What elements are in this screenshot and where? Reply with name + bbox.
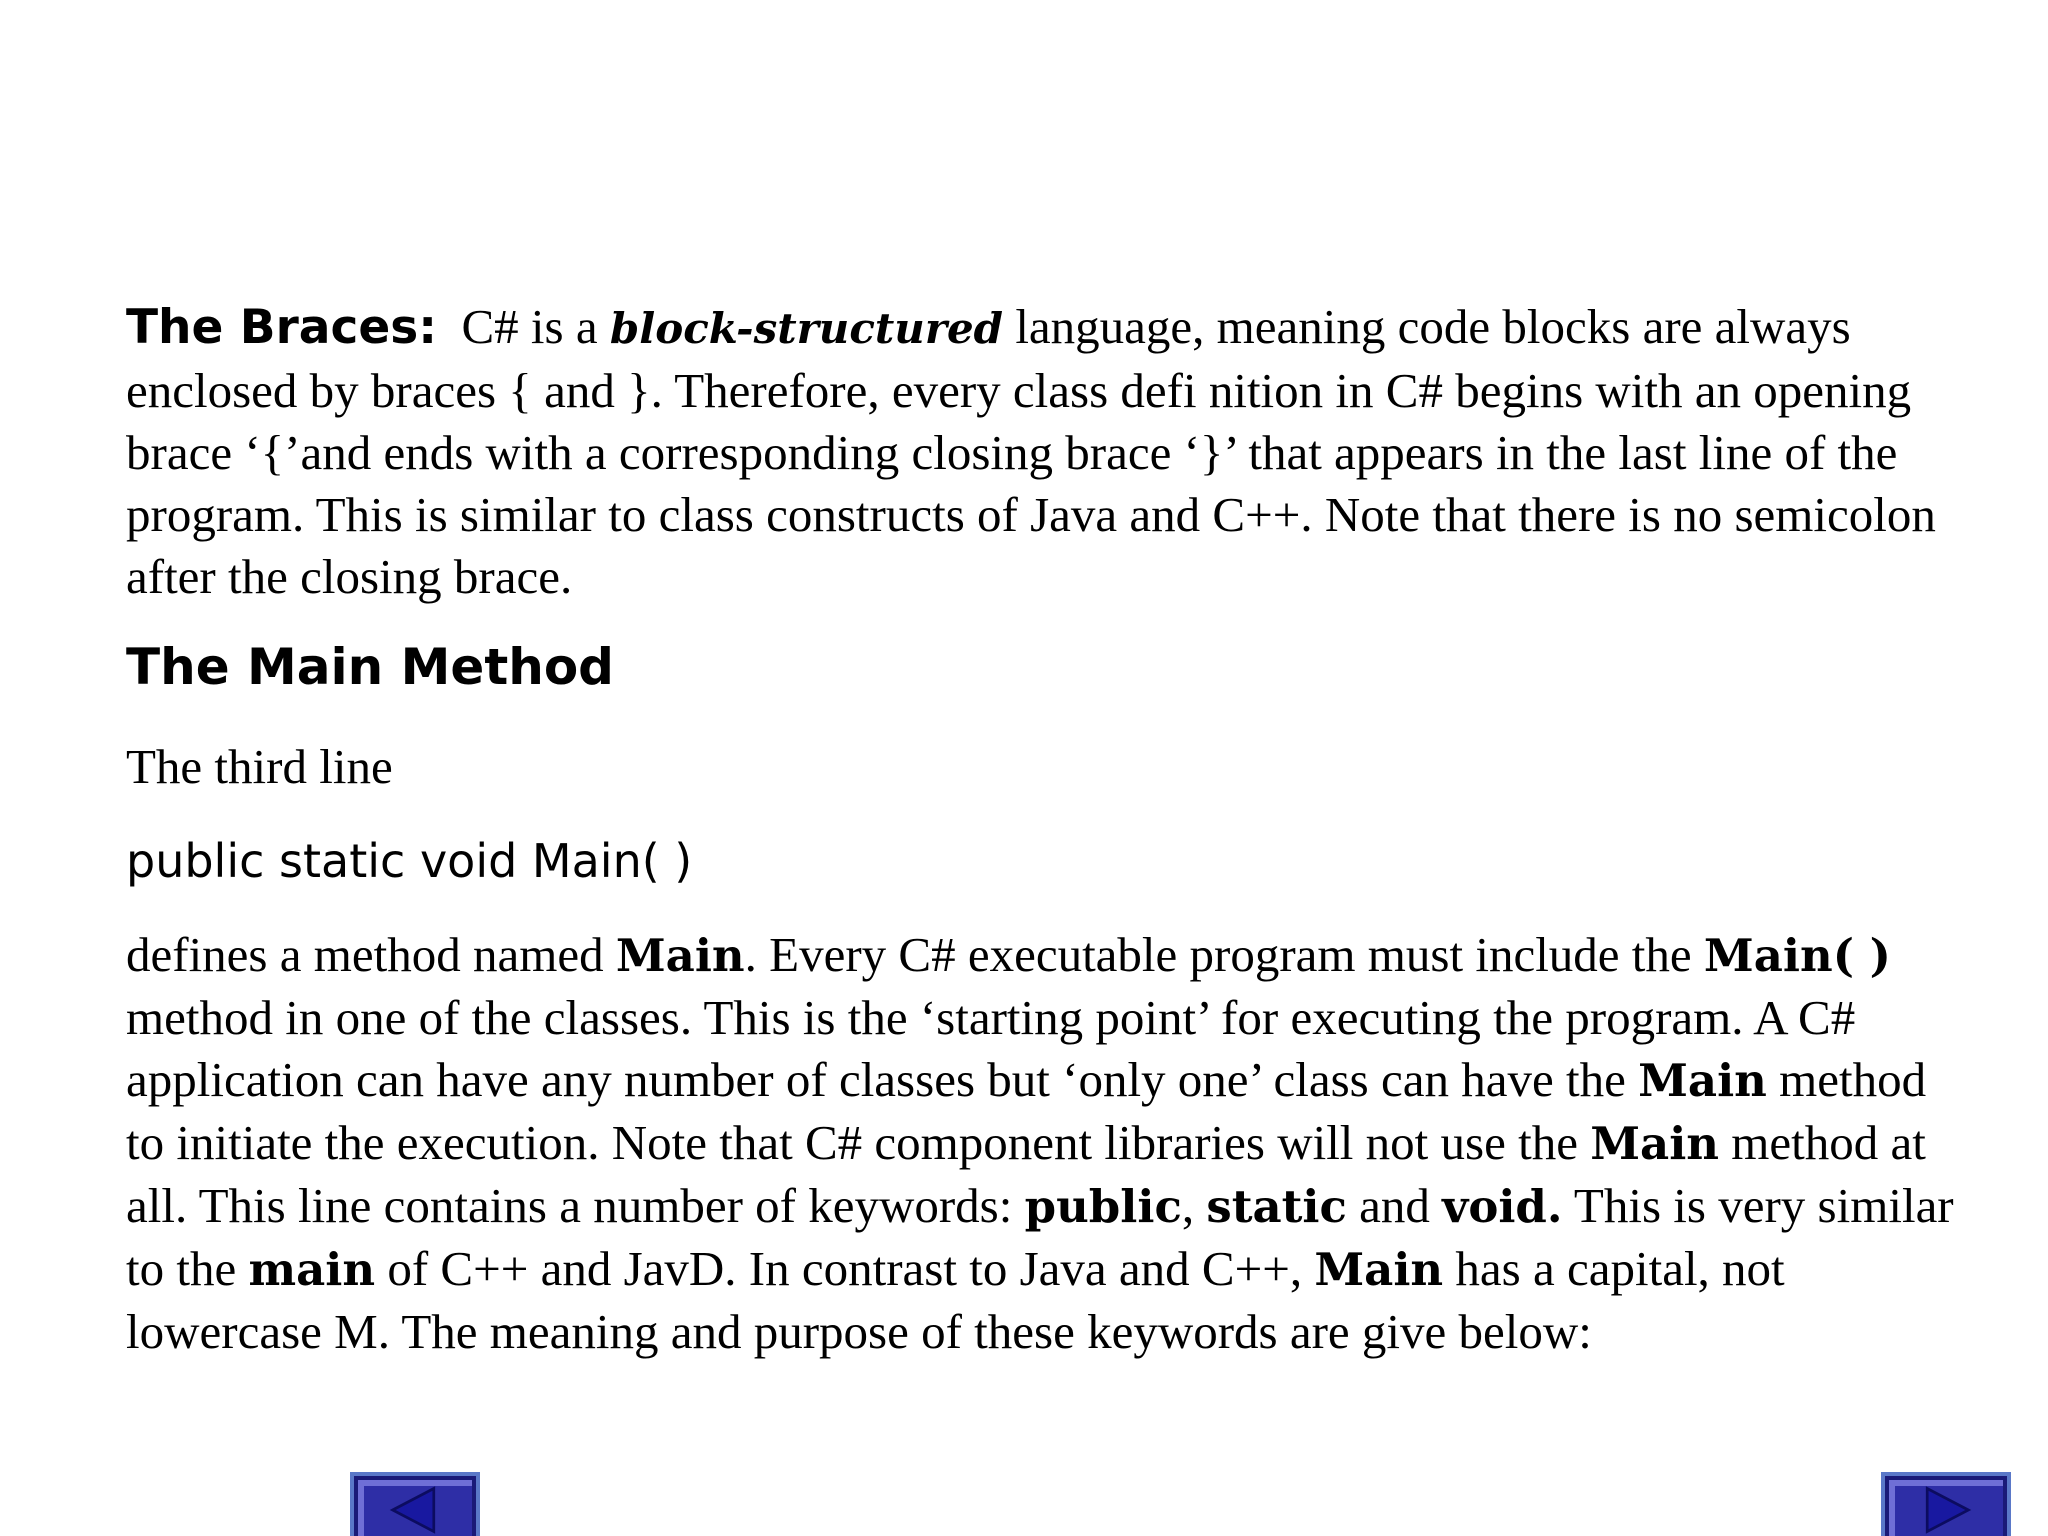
main-method-paragraph <box>126 924 1966 1363</box>
keyword-main: Main <box>1638 1054 1767 1107</box>
right-triangle-icon <box>1885 1476 2007 1536</box>
text-run: This is very similar to the <box>126 1178 1954 1296</box>
keyword-main-lower: main <box>248 1243 376 1296</box>
text-run: , <box>1181 1178 1207 1233</box>
braces-text-continued: language, meaning code blocks are always enclosed by braces { and }. Therefore, every class defi nition in C# begins with an opening brace ‘{’and ends with a corresponding closing brace ‘}’ that appears in the last line of the program. This is similar to class constructs of Java and C++. Note that there is no semicolon after the closing brace. <box>126 299 1936 604</box>
main-method-heading: The Main Method <box>126 638 614 696</box>
text-run: method in one of the classes. This is the ‘starting point’ for executing the program. A C# application can have any number of classes but ‘only one’ class can have the <box>126 990 1856 1107</box>
next-page-button[interactable] <box>1881 1472 2011 1536</box>
text-run: defines a method named <box>126 927 616 982</box>
third-line-intro: The third line <box>126 739 393 794</box>
main-signature-code: public static void Main( ) <box>126 834 693 888</box>
keyword-main: Main <box>1314 1243 1444 1296</box>
keyword-main: Main <box>1590 1117 1720 1170</box>
text-run: method at all. This line contains a number of keywords: <box>126 1115 1926 1233</box>
text-run: . Every C# executable program must include the <box>744 927 1704 982</box>
keyword-main-call: Main( ) <box>1703 929 1891 982</box>
keyword-static: static <box>1206 1180 1347 1233</box>
keyword-main: Main <box>615 929 745 982</box>
keyword-public: public <box>1024 1180 1182 1233</box>
text-run: of C++ and JavD. In contrast to Java and C++, <box>375 1241 1315 1296</box>
text-run: and <box>1346 1178 1443 1233</box>
braces-heading: The Braces: <box>126 300 437 355</box>
document-body <box>126 296 1966 1363</box>
previous-page-button[interactable] <box>350 1472 480 1536</box>
braces-text: C# is a <box>461 299 610 354</box>
text-run: has a capital, not lowercase M. The meaning and purpose of these keywords are give below: <box>126 1241 1785 1359</box>
keyword-void: void. <box>1442 1180 1563 1233</box>
text-run: method to initiate the execution. Note that C# component libraries will not use the <box>126 1052 1927 1170</box>
left-triangle-icon <box>354 1476 476 1536</box>
braces-paragraph <box>126 296 1966 608</box>
block-structured-term: block-structured <box>609 304 1004 353</box>
